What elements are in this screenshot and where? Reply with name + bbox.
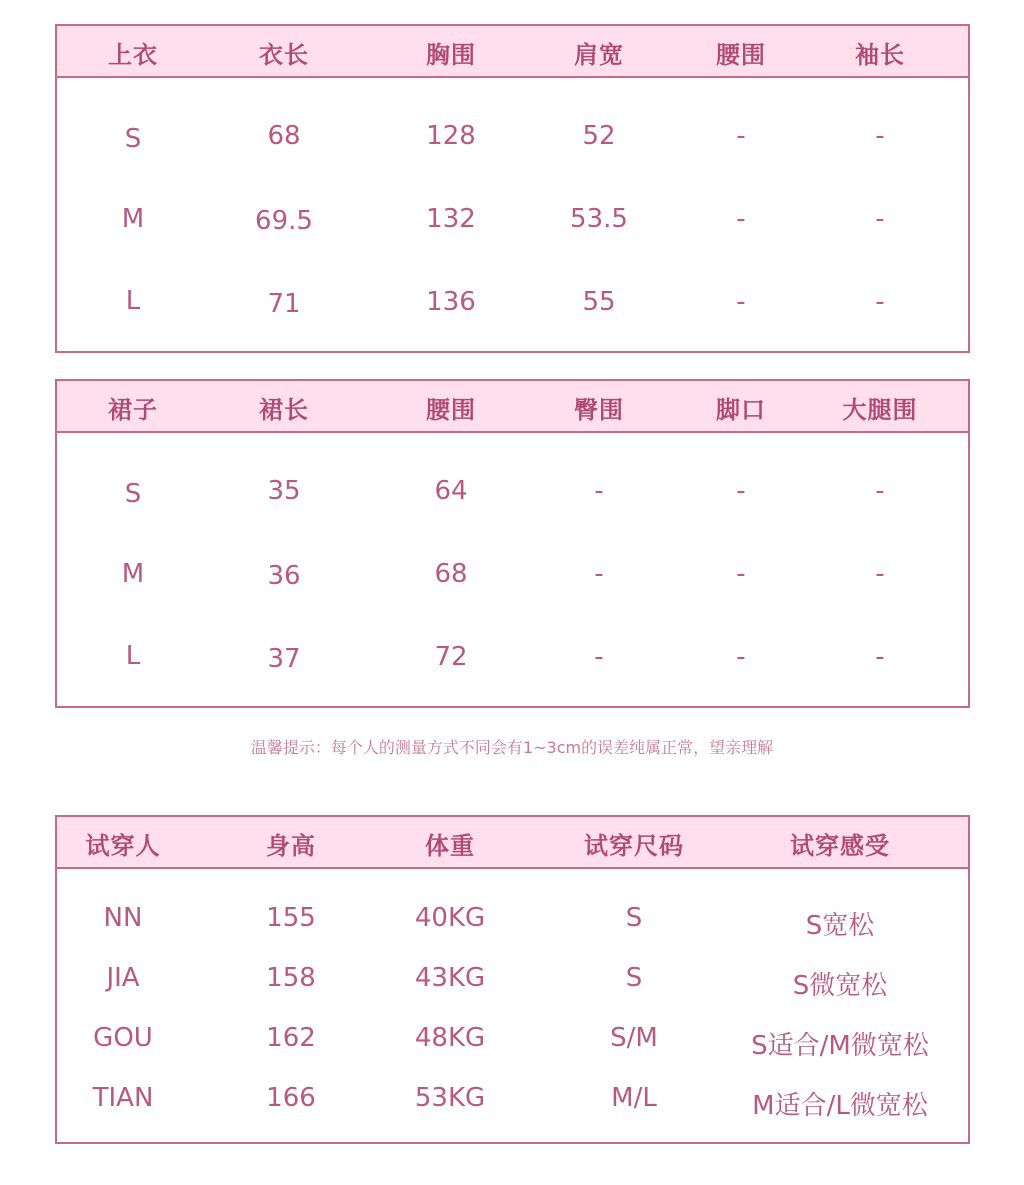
- tops-header-waist: 腰围: [716, 41, 766, 69]
- tryon-person: JIA: [106, 963, 140, 993]
- tryon-person: NN: [103, 903, 143, 933]
- tryon-table: [55, 815, 970, 1144]
- tops-header-shoulder: 肩宽: [574, 41, 624, 69]
- skirts-header-hip: 臀围: [574, 396, 624, 424]
- tops-length: 69.5: [255, 206, 313, 236]
- tryon-size: S: [625, 963, 643, 993]
- tryon-weight: 40KG: [414, 903, 486, 933]
- tops-size: S: [124, 124, 142, 154]
- tryon-feel: M适合/L微宽松: [752, 1091, 928, 1121]
- skirts-waist: 72: [434, 642, 468, 672]
- skirts-waist: 68: [434, 559, 468, 589]
- skirts-header-length: 裙长: [259, 396, 309, 424]
- tryon-height: 158: [266, 963, 316, 993]
- skirts-thigh: -: [875, 476, 885, 506]
- tops-size: M: [121, 204, 145, 234]
- tops-waist: -: [736, 204, 746, 234]
- tops-length: 71: [267, 289, 301, 319]
- skirts-header-type: 裙子: [108, 396, 158, 424]
- tryon-header-height: 身高: [266, 832, 316, 860]
- tops-waist: -: [736, 121, 746, 151]
- skirts-hem: -: [736, 559, 746, 589]
- tops-shoulder: 55: [582, 287, 616, 317]
- tops-header-length: 衣长: [259, 41, 309, 69]
- tops-header-row: [57, 26, 968, 78]
- skirts-size: L: [125, 641, 141, 671]
- tops-sleeve: -: [875, 204, 885, 234]
- tops-chest: 132: [426, 204, 476, 234]
- tryon-person: TIAN: [92, 1083, 154, 1113]
- tryon-header-feel: 试穿感受: [790, 832, 890, 860]
- tryon-header-row: [57, 817, 968, 869]
- tops-length: 68: [267, 121, 301, 151]
- tryon-header-weight: 体重: [425, 832, 475, 860]
- tops-shoulder: 53.5: [570, 204, 628, 234]
- tryon-feel: S宽松: [805, 911, 875, 941]
- skirts-size-table: [55, 379, 970, 708]
- measurement-notice: 温馨提示：每个人的测量方式不同会有1~3cm的误差纯属正常，望亲理解: [250, 738, 774, 757]
- tops-header-sleeve: 袖长: [855, 41, 905, 69]
- skirts-hem: -: [736, 642, 746, 672]
- tryon-height: 166: [266, 1083, 316, 1113]
- skirts-header-row: [57, 381, 968, 433]
- skirts-thigh: -: [875, 559, 885, 589]
- tryon-weight: 53KG: [414, 1083, 486, 1113]
- skirts-length: 36: [267, 561, 301, 591]
- tryon-weight: 48KG: [414, 1023, 486, 1053]
- tops-header-chest: 胸围: [426, 41, 476, 69]
- skirts-header-thigh: 大腿围: [842, 396, 918, 424]
- tryon-feel: S适合/M微宽松: [751, 1031, 929, 1061]
- skirts-waist: 64: [434, 476, 468, 506]
- tryon-height: 162: [266, 1023, 316, 1053]
- skirts-hip: -: [594, 476, 604, 506]
- skirts-thigh: -: [875, 642, 885, 672]
- skirts-hip: -: [594, 642, 604, 672]
- tops-waist: -: [736, 287, 746, 317]
- tryon-header-person: 试穿人: [85, 832, 161, 860]
- tryon-height: 155: [266, 903, 316, 933]
- tops-sleeve: -: [875, 287, 885, 317]
- tops-size: L: [125, 286, 141, 316]
- skirts-hip: -: [594, 559, 604, 589]
- skirts-size: S: [124, 479, 142, 509]
- tryon-size: M/L: [611, 1083, 657, 1113]
- skirts-hem: -: [736, 476, 746, 506]
- tops-chest: 136: [426, 287, 476, 317]
- tryon-size: S: [625, 903, 643, 933]
- tops-shoulder: 52: [582, 121, 616, 151]
- skirts-length: 37: [267, 644, 301, 674]
- tryon-person: GOU: [93, 1023, 153, 1053]
- tryon-header-size: 试穿尺码: [584, 832, 684, 860]
- tryon-feel: S微宽松: [792, 971, 888, 1001]
- skirts-header-hem: 脚口: [716, 396, 766, 424]
- tryon-weight: 43KG: [414, 963, 486, 993]
- tops-sleeve: -: [875, 121, 885, 151]
- skirts-size: M: [121, 559, 145, 589]
- tops-chest: 128: [426, 121, 476, 151]
- tryon-size: S/M: [610, 1023, 658, 1053]
- tops-size-table: [55, 24, 970, 353]
- skirts-header-waist: 腰围: [426, 396, 476, 424]
- tops-header-type: 上衣: [108, 41, 158, 69]
- skirts-length: 35: [267, 476, 301, 506]
